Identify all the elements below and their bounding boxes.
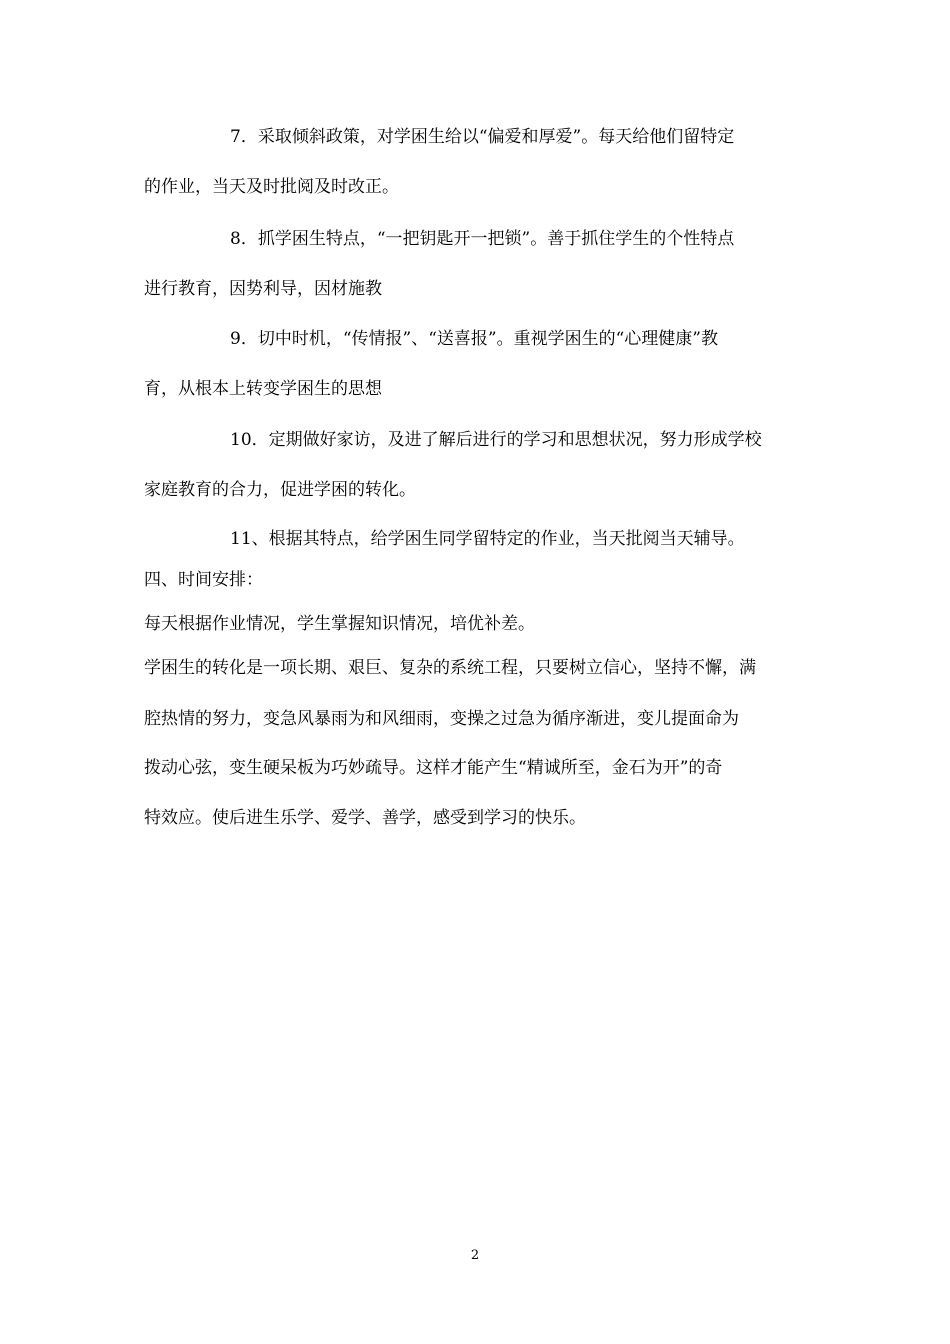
conclusion-line-3: 拨动心弦，变生硬呆板为巧妙疏导。这样才能产生“精诚所至，金石为开”的奇 (144, 758, 723, 778)
paragraph-9-line-2: 育，从根本上转变学困生的思想 (144, 379, 382, 399)
page-number: 2 (470, 1248, 480, 1263)
section-heading-schedule: 四、时间安排： (144, 570, 263, 590)
conclusion-line-1: 学困生的转化是一项长期、艰巨、复杂的系统工程，只要树立信心，坚持不懈，满 (144, 658, 756, 678)
schedule-text: 每天根据作业情况，学生掌握知识情况，培优补差。 (144, 614, 535, 634)
conclusion-line-4: 特效应。使后进生乐学、爱学、善学，感受到学习的快乐。 (144, 808, 586, 828)
paragraph-10-line-1: 10．定期做好家访，及进了解后进行的学习和思想状况，努力形成学校 (230, 430, 762, 450)
paragraph-8-line-1: 8．抓学困生特点，“一把钥匙开一把锁”。善于抓住学生的个性特点 (230, 229, 735, 249)
paragraph-9-line-1: 9．切中时机，“传情报”、“送喜报”。重视学困生的“心理健康”教 (230, 329, 718, 349)
paragraph-7-line-1: 7．采取倾斜政策，对学困生给以“偏爱和厚爱”。每天给他们留特定 (230, 127, 735, 147)
conclusion-line-2: 腔热情的努力，变急风暴雨为和风细雨，变操之过急为循序渐进，变儿提面命为 (144, 709, 739, 729)
paragraph-7-line-2: 的作业，当天及时批阅及时改正。 (144, 177, 399, 197)
paragraph-10-line-2: 家庭教育的合力，促进学困的转化。 (144, 480, 416, 500)
paragraph-8-line-2: 进行教育，因势利导，因材施教 (144, 279, 382, 299)
paragraph-11-line-1: 11、根据其特点，给学困生同学留特定的作业，当天批阅当天辅导。 (230, 529, 745, 549)
